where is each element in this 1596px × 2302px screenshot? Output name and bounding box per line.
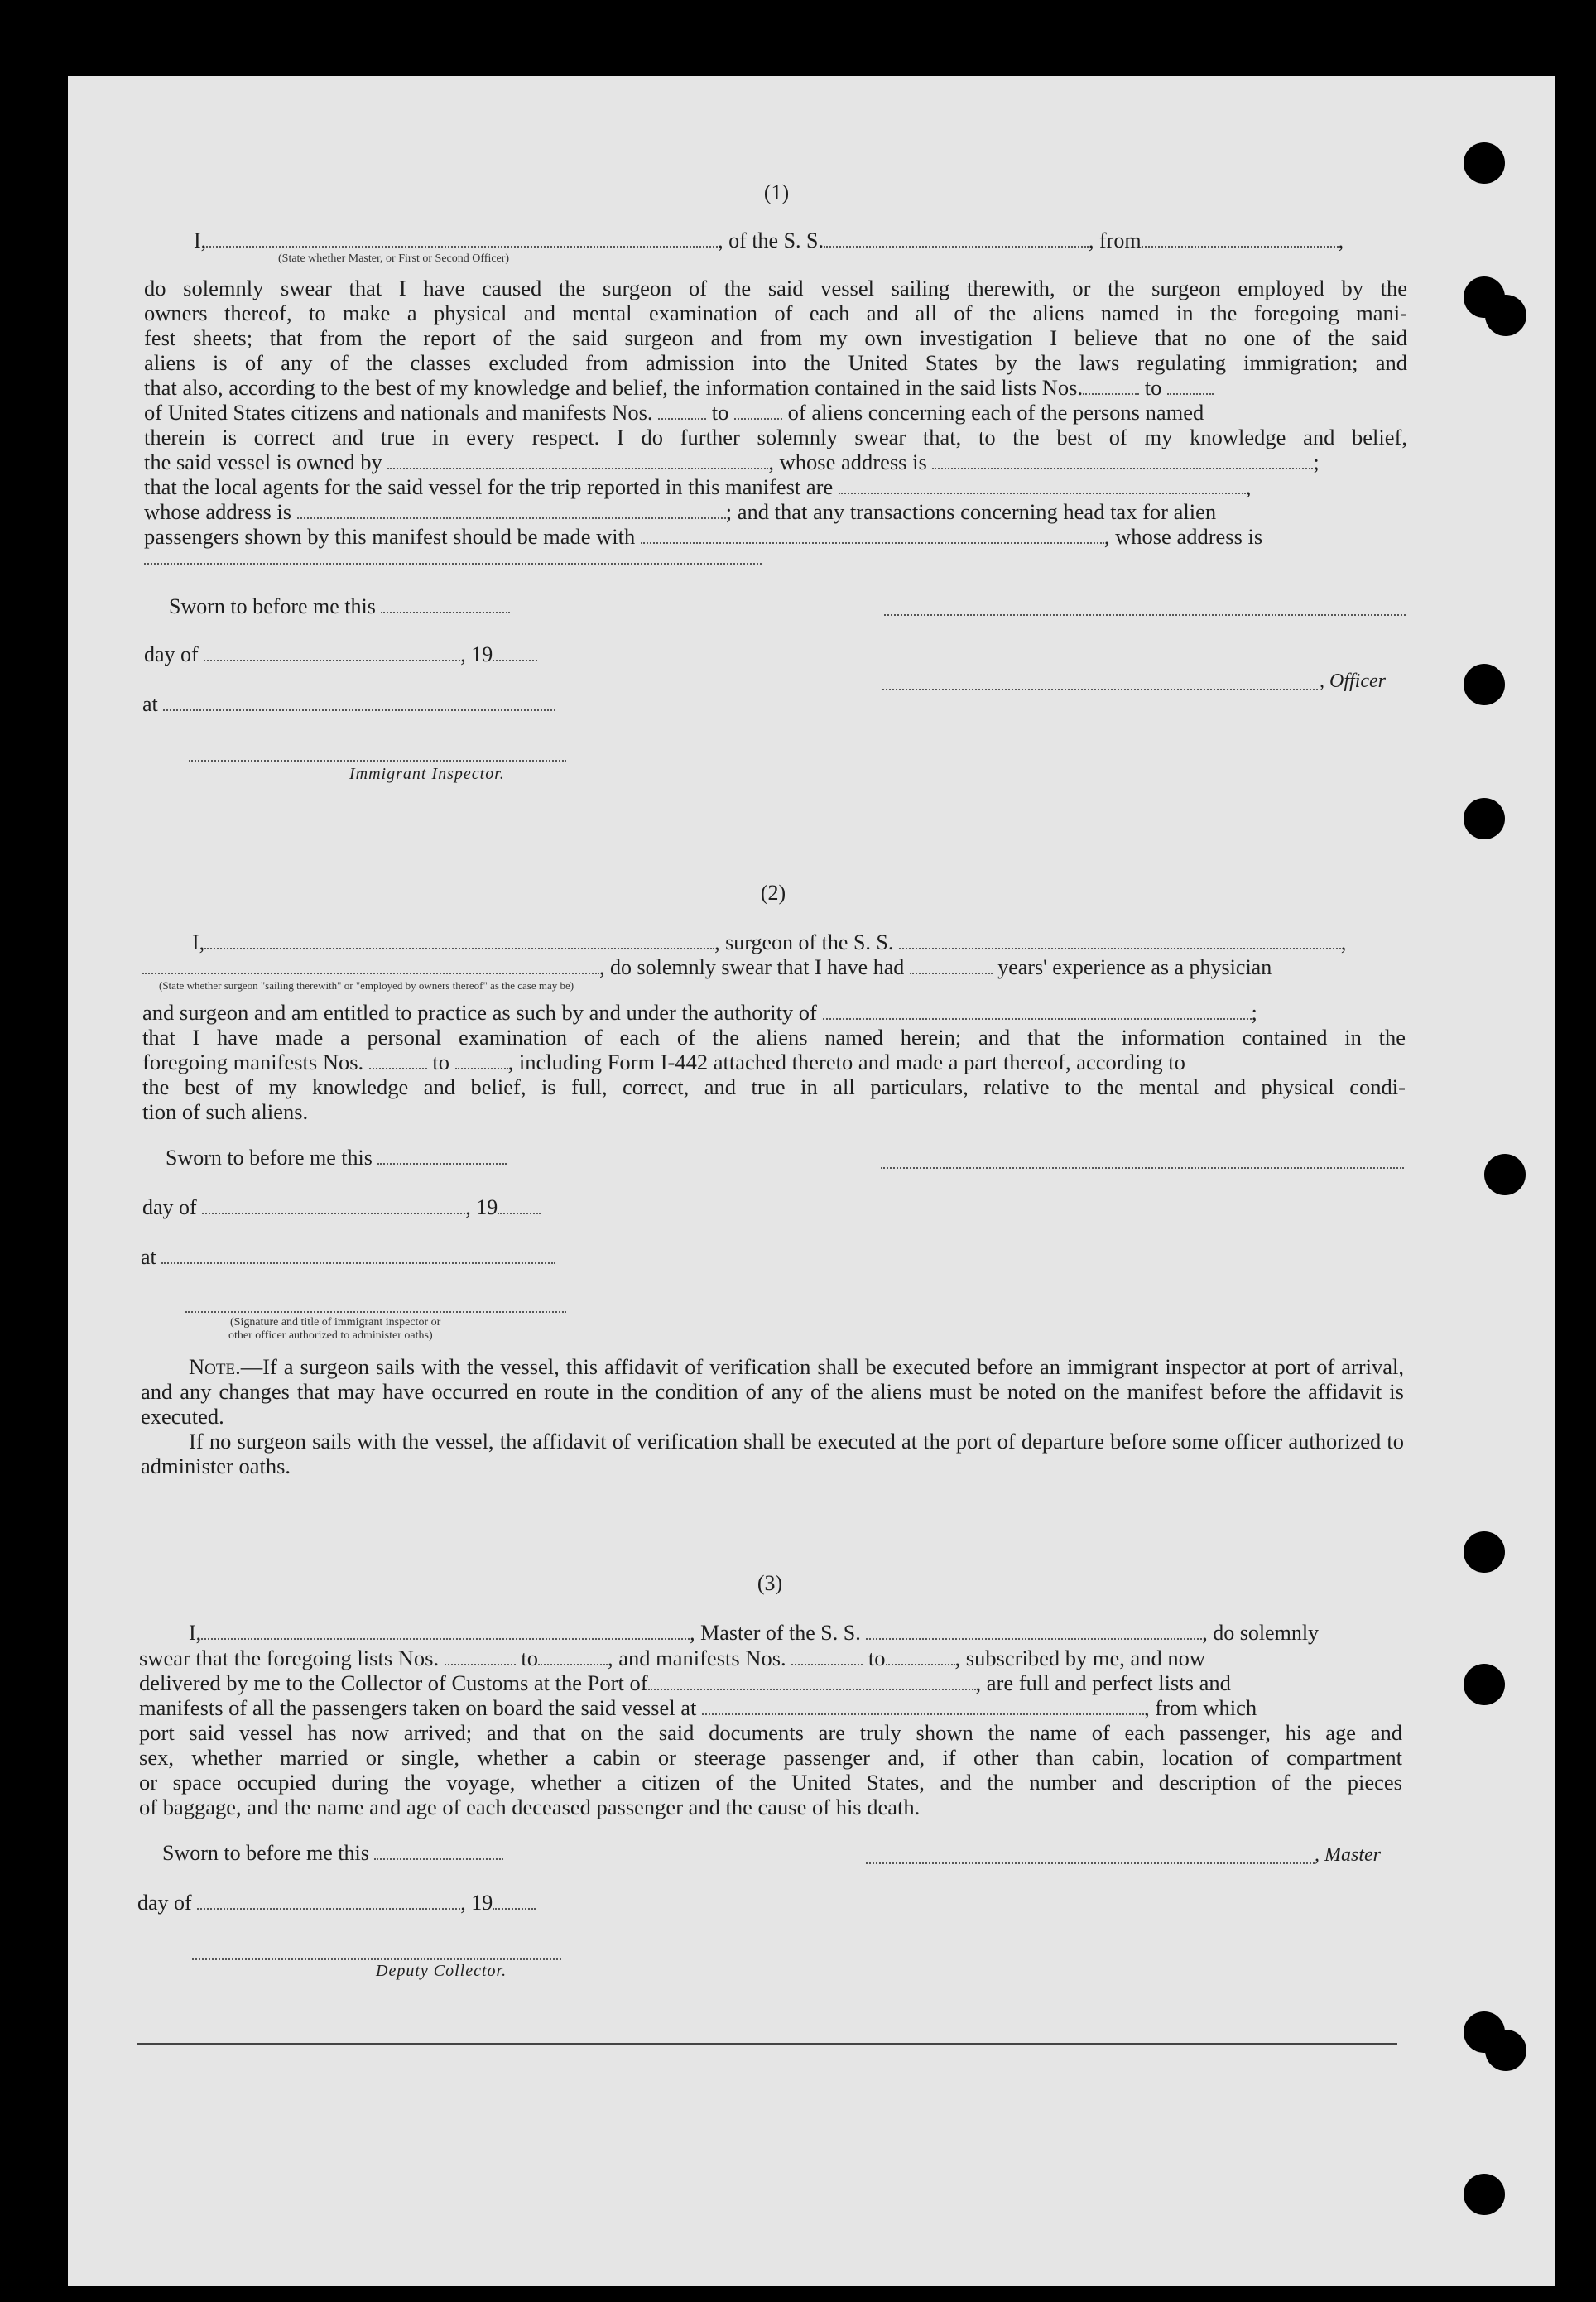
section-3-text-line: or space occupied during the voyage, whether a citizen of the United States, and the number and description of the pieces — [139, 1770, 1402, 1795]
section-3-collector-line — [192, 1958, 561, 1960]
section-1-day-of: day of , 19 — [144, 642, 537, 667]
section-3-text-line: sex, whether married or single, whether a cabin or steerage passenger and, if other than cabin, location of compartment — [139, 1745, 1402, 1770]
section-3-sworn: Sworn to before me this — [162, 1841, 503, 1866]
section-3-collector-label: Deputy Collector. — [376, 1962, 507, 1980]
section-1-address-line — [144, 563, 762, 565]
section-1-officer-signature-line-2 — [882, 689, 1318, 690]
punch-hole — [1464, 142, 1505, 184]
section-2-text-line: and surgeon and am entitled to practice as such by and under the authority of ; — [142, 1000, 1257, 1025]
section-1-text-line: that the local agents for the said vessel for the trip reported in this manifest are , — [144, 474, 1252, 499]
section-2-note-2: If no surgeon sails with the vessel, the affidavit of verification shall be executed at the port of departure before some officer authorized to administer oaths. — [141, 1429, 1404, 1478]
section-3-master-label: , Master — [1315, 1844, 1381, 1866]
section-3-line-1: I, , Master of the S. S. , do solemnly — [189, 1621, 1320, 1645]
punch-hole — [1464, 276, 1505, 318]
section-1-text-line: the said vessel is owned by , whose address is ; — [144, 449, 1320, 474]
section-1-text-line: passengers shown by this manifest should be made with , whose address is — [144, 524, 1263, 549]
section-3-line-2: swear that the foregoing lists Nos. to , and manifests Nos. to , subscribed by me, and now — [139, 1646, 1206, 1670]
punch-hole — [1464, 1531, 1505, 1573]
section-2-text-line: that I have made a personal examination of each of the aliens named herein; and that the information contained in the — [142, 1025, 1406, 1050]
section-2-text-line: tion of such aliens. — [142, 1099, 309, 1124]
section-1-text-line: owners thereof, to make a physical and mental examination of each and all of the aliens named in the foregoing mani- — [144, 300, 1407, 325]
punch-hole — [1484, 1154, 1526, 1195]
section-3-line-3: delivered by me to the Collector of Customs at the Port of , are full and perfect lists and — [139, 1670, 1231, 1695]
section-2-text-line: foregoing manifests Nos. to , including Form I-442 attached thereto and made a part thereof, according to — [142, 1050, 1185, 1074]
section-2-day-of: day of , 19 — [142, 1195, 541, 1220]
section-1-text-line: whose address is ; and that any transactions concerning head tax for alien — [144, 499, 1217, 524]
section-2-inspector-line — [185, 1311, 566, 1313]
section-2-line-1: I, , surgeon of the S. S. , — [192, 930, 1347, 954]
section-3-line-4: manifests of all the passengers taken on board the said vessel at , from which — [139, 1695, 1257, 1720]
note-label: Note. — [189, 1354, 241, 1379]
section-3-number: (3) — [757, 1571, 783, 1595]
section-1-at: at — [142, 692, 555, 717]
section-1-text-line: aliens is of any of the classes excluded from admission into the United States by the laws regulating immigration; and — [144, 350, 1407, 375]
section-2-at: at — [141, 1245, 555, 1270]
section-2-text-line: the best of my knowledge and belief, is full, correct, and true in all particulars, relative to the mental and physical condi- — [142, 1074, 1406, 1099]
punch-hole — [1464, 1664, 1505, 1705]
section-3-day-of: day of , 19 — [137, 1891, 536, 1915]
section-1-number: (1) — [763, 180, 790, 204]
section-1-text-line: that also, according to the best of my knowledge and belief, the information contained in the said lists Nos. to — [144, 375, 1214, 400]
section-1-officer-signature-line-1 — [884, 614, 1406, 616]
section-1-caption: (State whether Master, or First or Second Officer) — [278, 252, 510, 265]
section-1-officer-label: , Officer — [1320, 670, 1386, 692]
section-1-text-line: do solemnly swear that I have caused the surgeon of the said vessel sailing therewith, or the surgeon employed by the — [144, 276, 1407, 300]
punch-hole — [1464, 798, 1505, 839]
section-1-text-line: of United States citizens and nationals and manifests Nos. to of aliens concerning each of the persons named — [144, 400, 1204, 425]
section-1-text-line: therein is correct and true in every respect. I do further solemnly swear that, to the best of my knowledge and belief, — [144, 425, 1407, 449]
punch-hole — [1464, 2011, 1505, 2053]
punch-hole — [1464, 2174, 1505, 2215]
section-2-line-2: , do solemnly swear that I have had years' experience as a physician — [142, 955, 1272, 980]
section-2-sig-caption: (Signature and title of immigrant inspector or — [230, 1316, 441, 1329]
section-1-sworn: Sworn to before me this — [169, 594, 510, 619]
section-1-inspector-line — [189, 760, 566, 762]
section-2-caption: (State whether surgeon "sailing therewith" or "employed by owners thereof" as the case may be) — [159, 979, 574, 992]
section-2-sworn: Sworn to before me this — [166, 1146, 507, 1170]
section-3-text-line: of baggage, and the name and age of each deceased passenger and the cause of his death. — [139, 1795, 921, 1819]
section-3-master-signature-line — [866, 1862, 1315, 1864]
section-1-inspector-label: Immigrant Inspector. — [349, 765, 505, 783]
section-2-number: (2) — [760, 881, 786, 905]
section-2-signature-line — [881, 1167, 1404, 1169]
note-text: —If a surgeon sails with the vessel, this affidavit of verification shall be executed before an immigrant inspector at port of arrival, and any changes that may have occurred en route in the condition of any of the aliens must be noted on the manifest before the affidavit is executed. — [141, 1354, 1404, 1429]
section-2-note — [141, 1354, 1404, 1429]
section-3-text-line: port said vessel has now arrived; and that on the said documents are truly shown the name of each passenger, his age and — [139, 1720, 1402, 1745]
section-2-sig-caption: other officer authorized to administer oaths) — [228, 1329, 433, 1342]
section-1-line-1: I, , of the S. S. , from , — [194, 228, 1344, 252]
punch-hole — [1464, 664, 1505, 705]
section-1-text-line: fest sheets; that from the report of the said surgeon and from my own investigation I believe that no one of the said — [144, 325, 1407, 350]
bottom-rule — [137, 2043, 1397, 2045]
